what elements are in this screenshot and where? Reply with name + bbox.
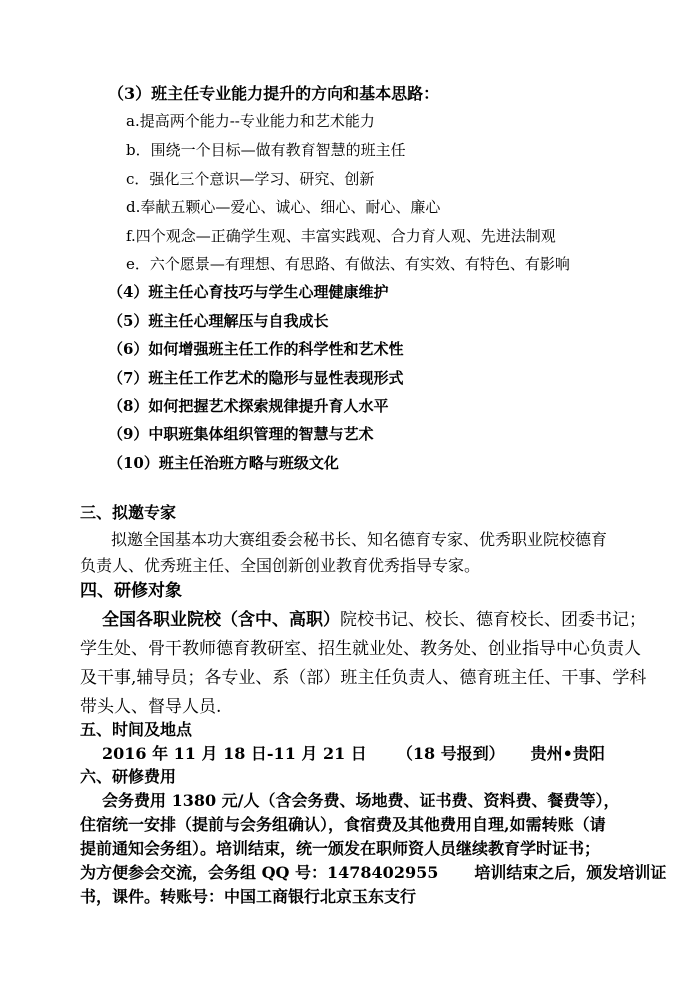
fees-line-1: 会务费用 1380 元/人（含会务费、场地费、证书费、资料费、餐费等）， — [102, 791, 620, 810]
sub-item-a: a.提高两个能力--专业能力和艺术能力 — [126, 112, 375, 130]
item-9: （9）中职班集体组织管理的智慧与艺术 — [108, 425, 374, 443]
audience-line-1 — [102, 610, 646, 630]
check-in-note: （18 号报到） — [396, 744, 505, 763]
audience-line-1-rest: 院校书记、校长、德育校长、团委书记； — [340, 610, 646, 630]
item-4: （4）班主任心育技巧与学生心理健康维护 — [108, 283, 389, 301]
audience-line-1-bold: 全国各职业院校（含中、高职） — [102, 610, 340, 630]
fees-line-3: 提前通知会务组）。培训结束，统一颁发在职师资人员继续教育学时证书； — [80, 839, 601, 858]
qq-contact: 为方便参会交流，会务组 QQ 号：1478402955 — [80, 863, 439, 882]
time-place-heading: 五、时间及地点 — [80, 720, 193, 739]
sub-item-e: e．六个愿景—有理想、有思路、有做法、有实效、有特色、有影响 — [126, 255, 570, 273]
item-10: （10）班主任治班方略与班级文化 — [108, 454, 339, 472]
event-dates: 2016 年 11 月 18 日-11 月 21 日 — [102, 744, 367, 763]
item-6: （6）如何增强班主任工作的科学性和艺术性 — [108, 340, 404, 358]
event-location: 贵州•贵阳 — [530, 744, 605, 763]
fees-line-4 — [80, 863, 666, 882]
item-7: （7）班主任工作艺术的隐形与显性表现形式 — [108, 369, 404, 387]
certificate-note: 培训结束之后，颁发培训证 — [474, 863, 667, 882]
item-3-heading: （3）班主任专业能力提升的方向和基本思路： — [108, 84, 440, 103]
sub-item-f: f.四个观念—正确学生观、丰富实践观、合力育人观、先进法制观 — [126, 227, 556, 245]
time-place-line — [102, 744, 605, 763]
fees-heading: 六、研修费用 — [80, 767, 177, 786]
experts-line-2: 负责人、优秀班主任、全国创新创业教育优秀指导专家。 — [80, 556, 481, 575]
item-8: （8）如何把握艺术探索规律提升育人水平 — [108, 397, 389, 415]
sub-item-b: b．围绕一个目标—做有教育智慧的班主任 — [126, 141, 406, 159]
fees-line-2: 住宿统一安排（提前与会务组确认），食宿费及其他费用自理,如需转账（请 — [80, 815, 606, 834]
experts-line-1: 拟邀全国基本功大赛组委会秘书长、知名德育专家、优秀职业院校德育 — [111, 530, 608, 549]
sub-item-c: c．强化三个意识—学习、研究、创新 — [126, 170, 375, 188]
audience-line-3: 及干事,辅导员；各专业、系（部）班主任负责人、德育班主任、干事、学科 — [80, 668, 647, 688]
audience-line-4: 带头人、督导人员. — [80, 697, 222, 717]
item-5: （5）班主任心理解压与自我成长 — [108, 312, 329, 330]
audience-line-2: 学生处、骨干教师德育教研室、招生就业处、教务处、创业指导中心负责人 — [80, 639, 641, 659]
experts-heading: 三、拟邀专家 — [80, 503, 177, 522]
fees-line-5: 书，课件。转账号：中国工商银行北京玉东支行 — [80, 887, 417, 906]
audience-heading: 四、研修对象 — [80, 581, 182, 601]
sub-item-d: d.奉献五颗心—爱心、诚心、细心、耐心、廉心 — [126, 198, 441, 216]
